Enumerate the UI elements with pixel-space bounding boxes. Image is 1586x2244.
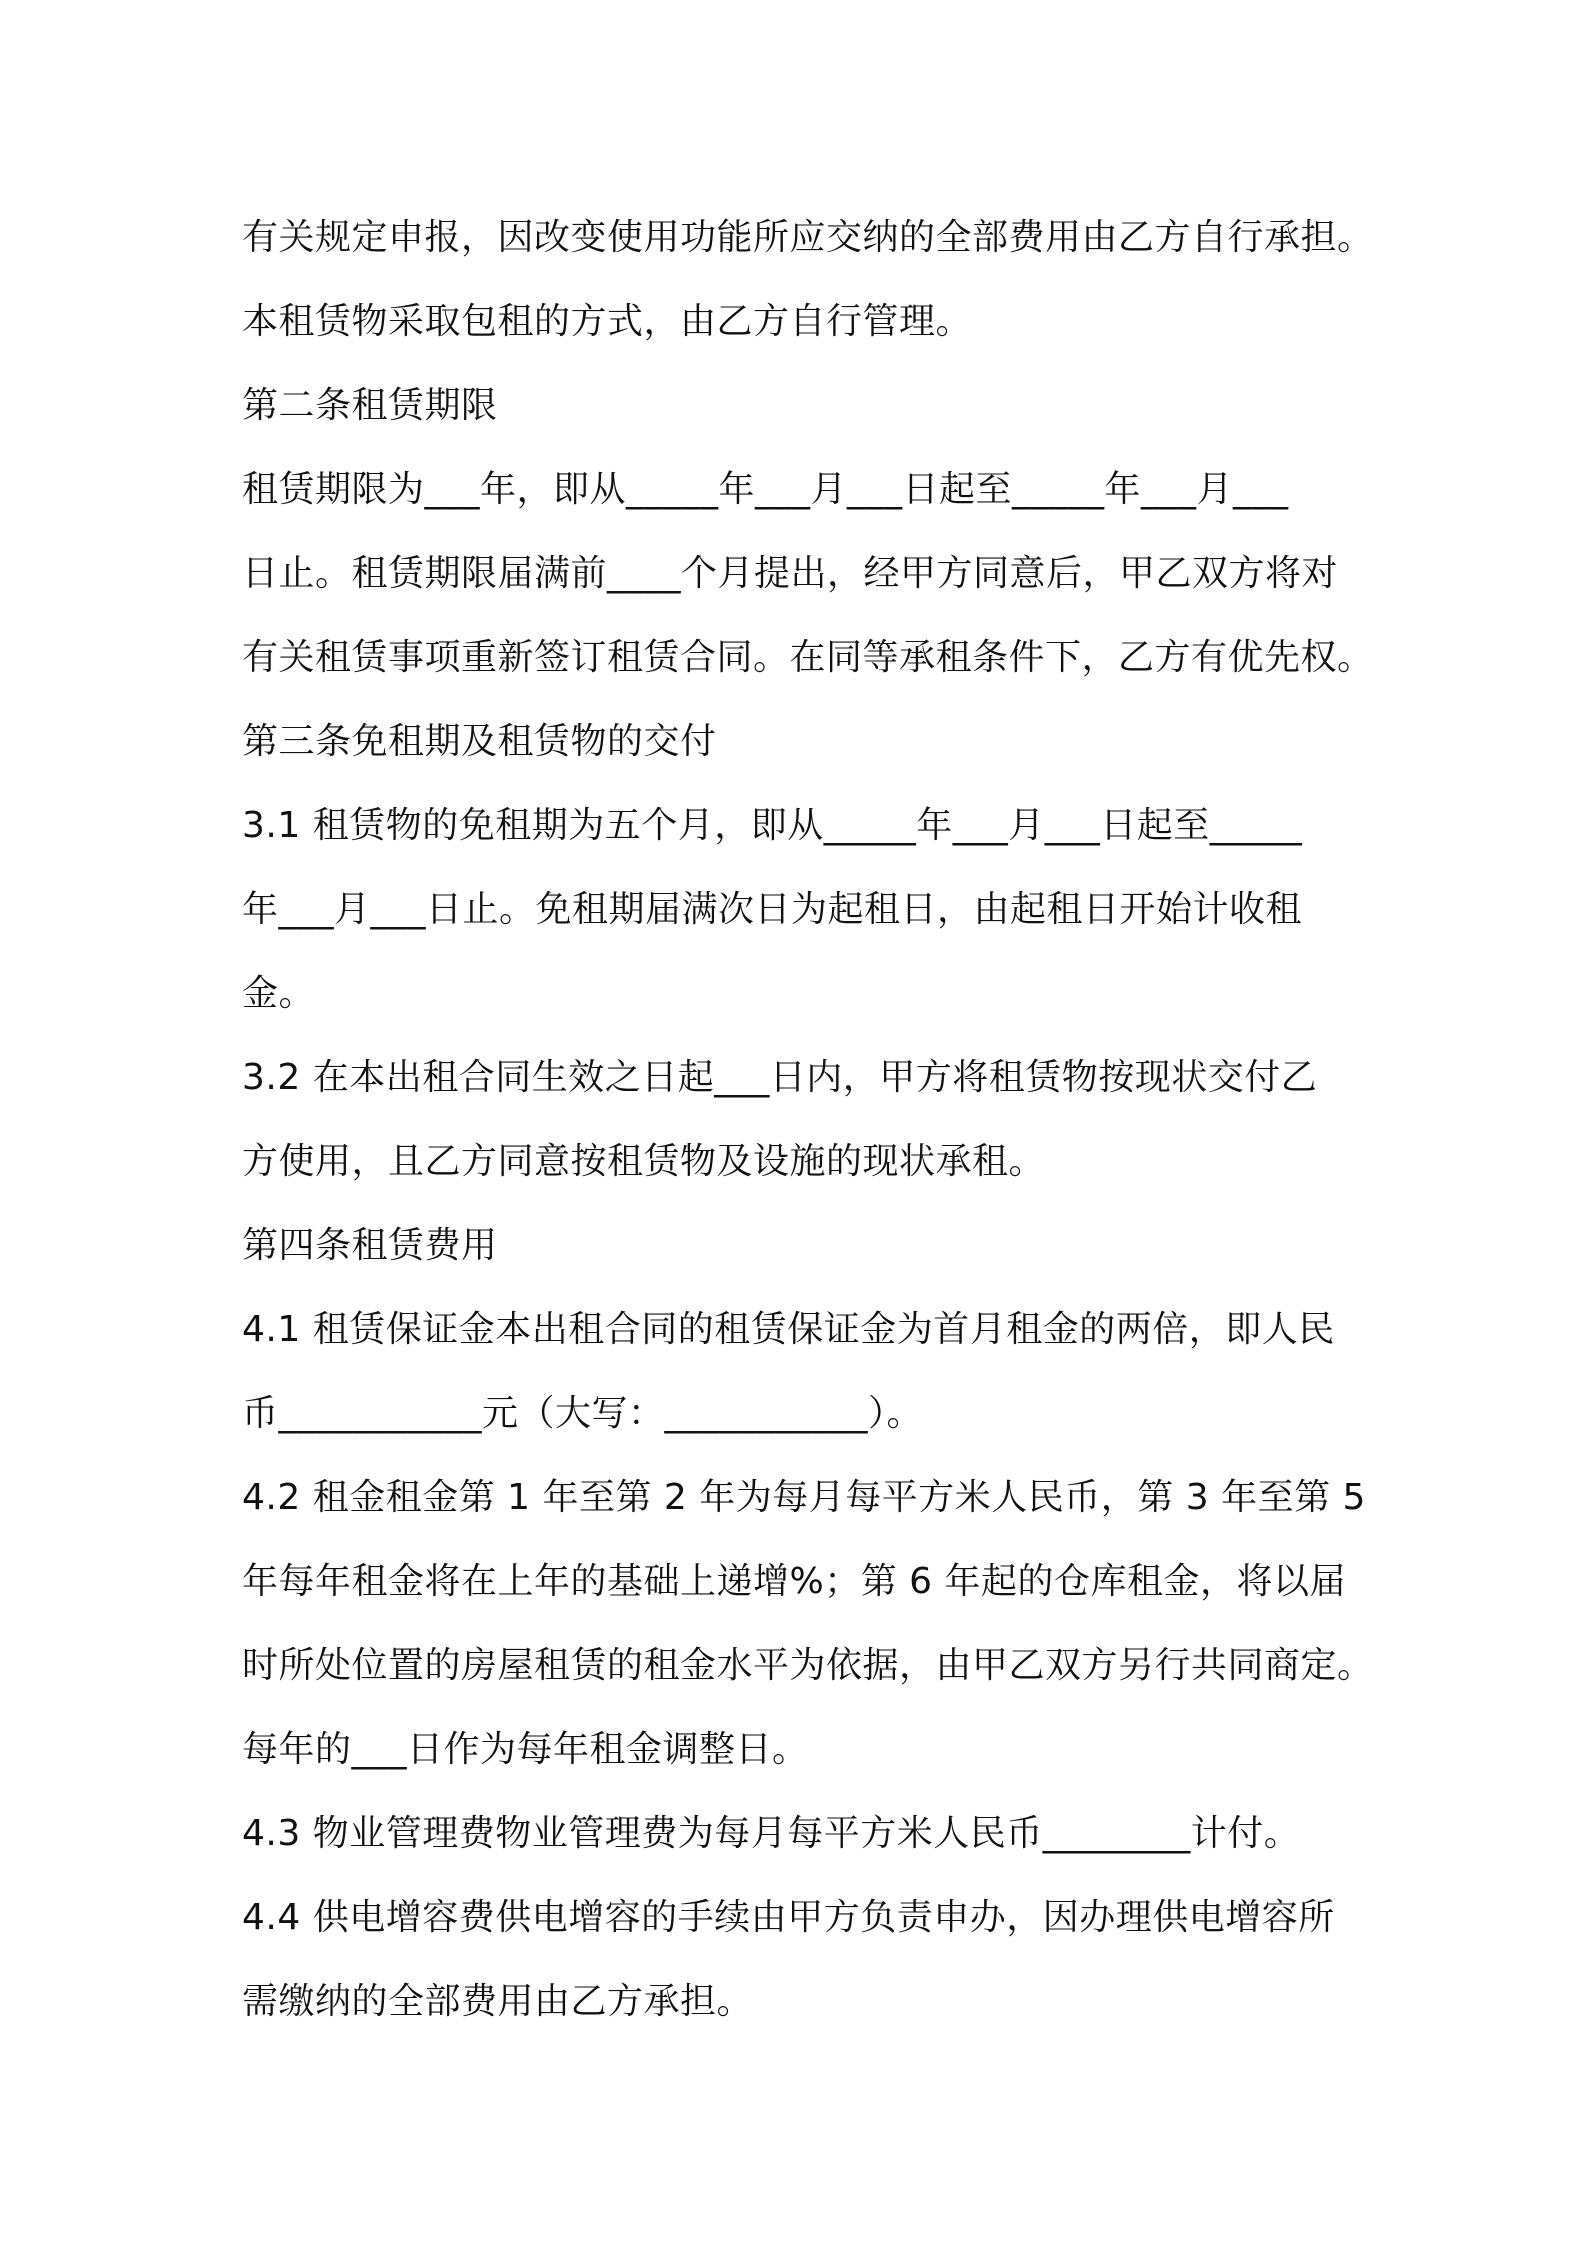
section-heading: 第四条租赁费用 [242, 1225, 498, 1266]
text-line: 年每年租金将在上年的基础上递增%；第 6 年起的仓库租金，将以届 [242, 1561, 1346, 1602]
text-line: 有关租赁事项重新签订租赁合同。在同等承租条件下，乙方有优先权。 [242, 637, 1374, 678]
text-line: 本租赁物采取包租的方式，由乙方自行管理。 [242, 301, 973, 342]
document-body [242, 196, 1382, 2044]
section-heading: 第二条租赁期限 [242, 385, 498, 426]
text-line: 租赁期限为___年，即从_____年___月___日起至_____年___月___ [242, 469, 1289, 510]
text-line: 4.4 供电增容费供电增容的手续由甲方负责申办，因办理供电增容所 [242, 1897, 1335, 1938]
text-line: 日止。租赁期限届满前____个月提出，经甲方同意后，甲乙双方将对 [242, 553, 1339, 594]
text-line: 4.1 租赁保证金本出租合同的租赁保证金为首月租金的两倍，即人民 [242, 1309, 1335, 1350]
text-line: 币___________元（大写：___________）。 [242, 1393, 924, 1434]
text-line: 3.1 租赁物的免租期为五个月，即从_____年___月___日起至_____ [242, 805, 1303, 846]
text-line: 4.3 物业管理费物业管理费为每月每平方米人民币________计付。 [242, 1813, 1301, 1854]
text-line: 需缴纳的全部费用由乙方承担。 [242, 1981, 754, 2022]
text-line: 时所处位置的房屋租赁的租金水平为依据，由甲乙双方另行共同商定。 [242, 1645, 1374, 1686]
text-line: 每年的___日作为每年租金调整日。 [242, 1729, 809, 1770]
text-line: 4.2 租金租金第 1 年至第 2 年为每月每平方米人民币，第 3 年至第 5 [242, 1477, 1366, 1518]
text-line: 方使用，且乙方同意按租赁物及设施的现状承租。 [242, 1141, 1046, 1182]
text-line: 3.2 在本出租合同生效之日起___日内，甲方将租赁物按现状交付乙 [242, 1057, 1318, 1098]
section-heading: 第三条免租期及租赁物的交付 [242, 721, 717, 762]
text-line: 金。 [242, 973, 316, 1014]
text-line: 年___月___日止。免租期届满次日为起租日，由起租日开始计收租 [242, 889, 1303, 930]
text-line: 有关规定申报，因改变使用功能所应交纳的全部费用由乙方自行承担。 [242, 217, 1374, 258]
